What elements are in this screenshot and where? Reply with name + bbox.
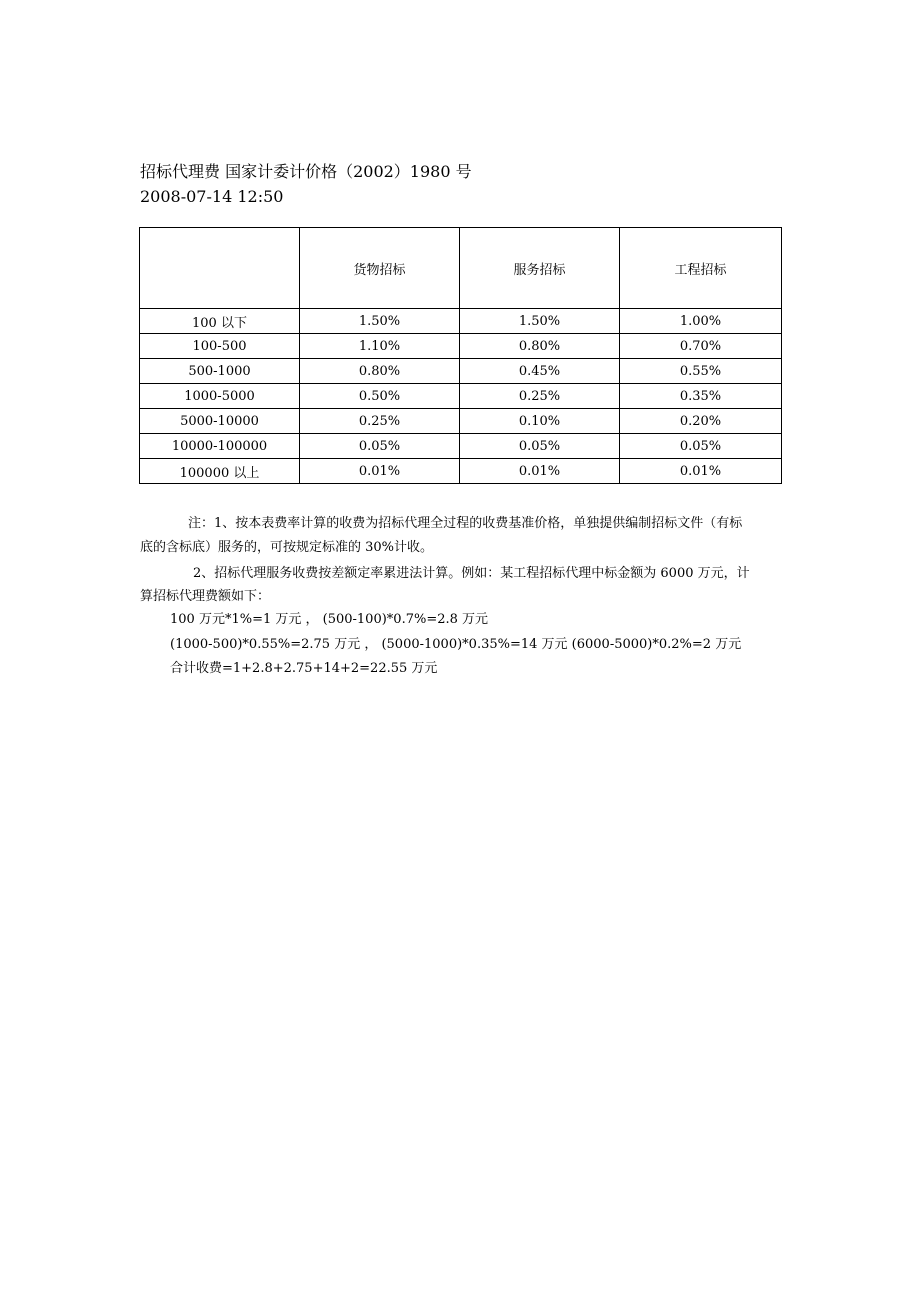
- header-cell-goods: 货物招标: [300, 228, 460, 309]
- fee-rate-table: [139, 227, 782, 484]
- engineering-rate-cell: 0.05%: [620, 434, 782, 459]
- table-row: [140, 334, 782, 359]
- table-row: [140, 309, 782, 334]
- note-2-line-1: 2、招标代理服务收费按差额定率累进法计算。例如：某工程招标代理中标金额为 6000 万元，计: [193, 566, 750, 581]
- amount-range-cell: 100000 以上: [140, 459, 300, 484]
- table-row: [140, 384, 782, 409]
- header-cell-services: 服务招标: [460, 228, 620, 309]
- goods-rate-cell: 0.80%: [300, 359, 460, 384]
- services-rate-cell: 0.25%: [460, 384, 620, 409]
- table-row: [140, 359, 782, 384]
- note-2-line-2: 算招标代理费额如下：: [140, 589, 271, 604]
- engineering-rate-cell: 0.55%: [620, 359, 782, 384]
- engineering-rate-cell: 1.00%: [620, 309, 782, 334]
- calculation-line-1: 100 万元*1%=1 万元 ， (500-100)*0.7%=2.8 万元: [170, 612, 489, 627]
- table-header-row: [140, 228, 782, 309]
- header-cell-engineering: 工程招标: [620, 228, 782, 309]
- total-fee-line: 合计收费=1+2.8+2.75+14+2=22.55 万元: [170, 661, 438, 676]
- services-rate-cell: 0.01%: [460, 459, 620, 484]
- note-1-line-1: 注：1、按本表费率计算的收费为招标代理全过程的收费基准价格，单独提供编制招标文件（有标: [188, 516, 743, 531]
- engineering-rate-cell: 0.35%: [620, 384, 782, 409]
- table-row: [140, 459, 782, 484]
- calculation-line-2: (1000-500)*0.55%=2.75 万元 ， (5000-1000)*0.35%=14 万元 (6000-5000)*0.2%=2 万元: [170, 637, 742, 652]
- goods-rate-cell: 1.50%: [300, 309, 460, 334]
- amount-range-cell: 500-1000: [140, 359, 300, 384]
- amount-range-cell: 10000-100000: [140, 434, 300, 459]
- engineering-rate-cell: 0.01%: [620, 459, 782, 484]
- amount-range-cell: 5000-10000: [140, 409, 300, 434]
- goods-rate-cell: 0.50%: [300, 384, 460, 409]
- table-row: [140, 434, 782, 459]
- services-rate-cell: 0.80%: [460, 334, 620, 359]
- services-rate-cell: 1.50%: [460, 309, 620, 334]
- amount-range-cell: 1000-5000: [140, 384, 300, 409]
- document-title: 招标代理费 国家计委计价格（2002）1980 号: [140, 162, 472, 181]
- services-rate-cell: 0.05%: [460, 434, 620, 459]
- engineering-rate-cell: 0.70%: [620, 334, 782, 359]
- amount-range-cell: 100-500: [140, 334, 300, 359]
- amount-range-cell: 100 以下: [140, 309, 300, 334]
- services-rate-cell: 0.10%: [460, 409, 620, 434]
- goods-rate-cell: 0.01%: [300, 459, 460, 484]
- goods-rate-cell: 0.05%: [300, 434, 460, 459]
- goods-rate-cell: 0.25%: [300, 409, 460, 434]
- services-rate-cell: 0.45%: [460, 359, 620, 384]
- header-cell-amount: [140, 228, 300, 309]
- table-row: [140, 409, 782, 434]
- engineering-rate-cell: 0.20%: [620, 409, 782, 434]
- note-1-line-2: 底的含标底）服务的，可按规定标准的 30%计收。: [140, 540, 434, 555]
- goods-rate-cell: 1.10%: [300, 334, 460, 359]
- document-date: 2008-07-14 12:50: [140, 187, 284, 206]
